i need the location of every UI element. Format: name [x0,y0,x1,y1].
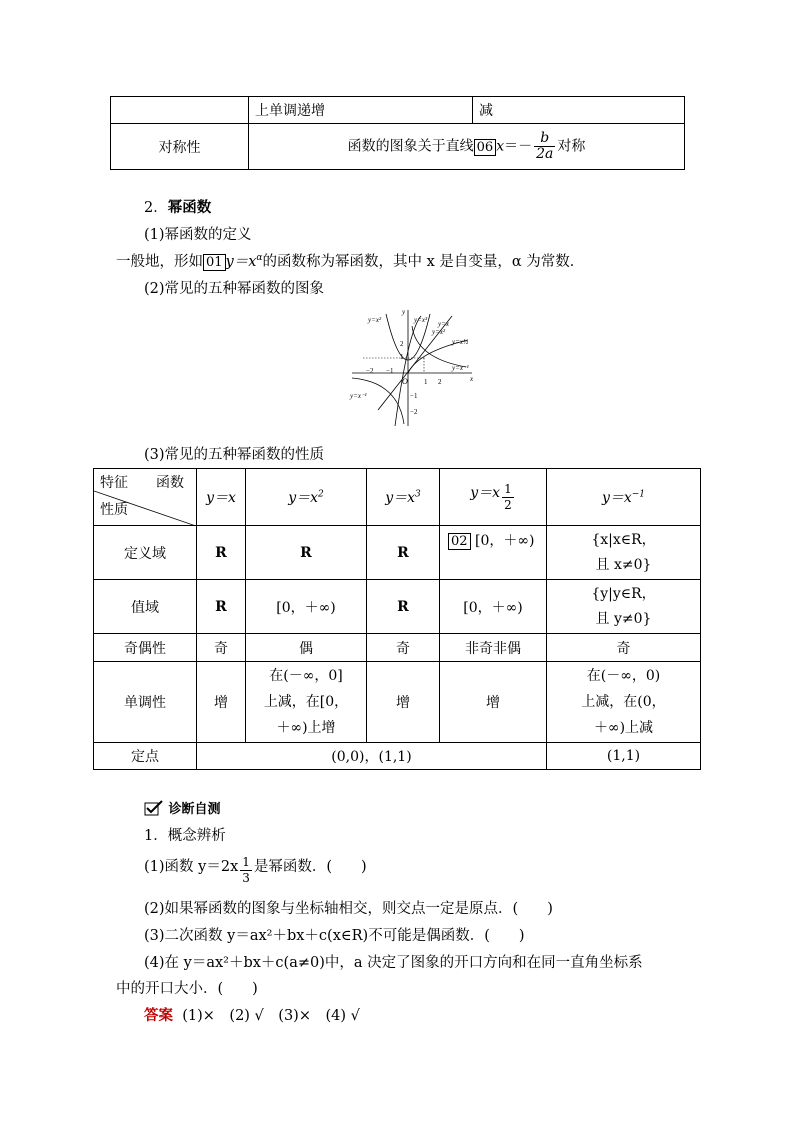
q1-text: (1)函数 y＝2x [144,859,239,875]
cell [246,662,367,743]
cell: R [367,526,440,580]
col-y-xinv [547,469,701,526]
row-label: 单调性 [94,662,197,743]
col-y-xhalf-exp [502,482,514,513]
label-y-x3: y=x³ [414,316,428,324]
answer-tag: 06 [474,139,497,156]
col-y-x2 [246,469,367,526]
cell: 增 [197,662,246,743]
def-formula-exp: α [256,253,263,264]
header-feature: 特征 [100,475,128,491]
row-label: 定义域 [94,526,197,580]
section-title: 幂函数 [167,200,212,216]
col-y-x2-base: y＝x [288,490,319,506]
header-func: 函数 [156,475,184,491]
cell [547,580,701,634]
origin-label: O [402,377,408,386]
def-paragraph [116,250,584,271]
row-label: 定点 [94,743,197,770]
col-y-xhalf [440,469,547,526]
tick-neg1: −1 [386,367,394,375]
col-y-x: y＝x [197,469,246,526]
q1-exponent [240,855,252,886]
fraction-numerator: b [534,131,555,147]
def-formula: y＝x [225,254,257,270]
question-4-line-1: (4)在 y＝ax²＋bx＋c(a≠0)中，a 决定了图象的开口方向和在同一直角坐标系 [144,955,643,971]
row-label: 奇偶性 [94,634,197,662]
top-table-cell: 上单调递增 [249,97,473,124]
def-text-after: 的函数称为幂函数，其中 x 是自变量，α 为常数． [262,254,585,270]
cell: 增 [440,662,547,743]
cell-text: [0，＋∞) [475,533,535,549]
col-y-x3 [367,469,440,526]
col-y-x3-base: y＝x [385,490,416,506]
cell: 奇 [197,634,246,662]
question-2: (2)如果幂函数的图象与坐标轴相交，则交点一定是原点．( ) [144,901,553,917]
tick-yneg1: −1 [410,392,418,400]
cell: R [197,526,246,580]
self-test-title: 诊断自测 [168,802,221,817]
axis-x-label: x [470,375,474,383]
cell: 奇 [367,634,440,662]
col-y-x2-exp: 2 [318,489,324,500]
exp-denominator: 2 [504,497,512,512]
eq-op: ＝－ [504,138,533,155]
q1-exp-numerator: 1 [242,855,250,869]
cell: 非奇非偶 [440,634,547,662]
section-heading [144,196,211,217]
cell: (1,1) [547,743,701,770]
answer-label: 答案 [144,1008,173,1024]
cell-line: 在(－∞，0] [269,668,343,684]
cell [547,662,701,743]
symmetry-label: 对称性 [111,124,249,170]
fraction [534,131,555,162]
symmetry-text: 函数的图象关于直线 [347,138,474,155]
cell-line: {x|x∈R， [591,531,656,548]
graph-title: (2)常见的五种幂函数的图象 [144,281,325,297]
cell: (0,0)，(1,1) [197,743,547,770]
q1-exp-denominator: 3 [242,871,250,885]
cell: R [197,580,246,634]
answer-tag: 02 [448,533,471,550]
top-table-cell: 减 [473,97,685,124]
top-table-cell [111,97,249,124]
answers [144,1004,360,1025]
answer-tag: 01 [203,254,226,271]
cell: [0，＋∞) [440,580,547,634]
header-diag-cell [94,469,197,526]
cell-line: 上减，在(0， [581,694,666,710]
header-prop: 性质 [100,502,128,518]
answer-text: (1)× (2) √ (3)× (4) √ [182,1008,360,1024]
cell: R [246,526,367,580]
question-1 [144,855,367,886]
col-y-xhalf-base: y＝x [470,484,501,501]
tick-1: 1 [424,378,428,386]
checklist-icon [144,799,164,817]
top-table [110,96,685,170]
def-text: 一般地，形如 [116,254,203,270]
symmetry-text-after: 对称 [557,138,586,155]
label-y-x2b: y=x² [432,328,446,336]
cell [547,526,701,580]
col-y-xinv-base: y＝x [601,490,632,506]
tick-yneg2: −2 [410,408,418,416]
tick-y2: 2 [400,340,404,348]
props-title: (3)常见的五种幂函数的性质 [144,447,325,463]
power-functions-graph [348,306,478,430]
tick-y1: 1 [400,353,404,361]
question-heading: 1．概念辨析 [144,828,226,844]
def-title: (1)幂函数的定义 [144,227,252,243]
cell: 偶 [246,634,367,662]
cell: R [367,580,440,634]
fraction-denominator: 2a [536,146,554,162]
cell-line: 且 y≠0} [595,610,652,627]
cell-line: ＋∞)上减 [593,720,654,736]
row-label: 值域 [94,580,197,634]
exp-numerator: 1 [504,481,512,496]
eq-lhs: x [496,138,505,155]
cell [440,526,547,580]
col-y-xinv-exp: −1 [631,489,646,500]
axis-y-label: y [402,308,406,316]
cell-line: ＋∞)上增 [276,720,336,736]
question-4-line-2: 中的开口大小．( ) [116,981,258,997]
self-test-heading [144,798,220,817]
label-y-x: y=x [438,320,449,328]
label-y-x2: y=x² [368,316,382,324]
cell: 奇 [547,634,701,662]
label-y-xinv2: y=x⁻¹ [350,392,367,400]
section-number: 2． [144,200,168,216]
label-y-xhalf: y=x½ [452,338,469,346]
q1-text-after: 是幂函数．( ) [253,859,367,875]
cell: [0，＋∞) [246,580,367,634]
tick-neg2: −2 [366,367,374,375]
cell: 增 [367,662,440,743]
question-3: (3)二次函数 y＝ax²＋bx＋c(x∈R)不可能是偶函数．( ) [144,928,525,944]
col-y-x3-exp: 3 [415,489,421,500]
tick-2: 2 [438,378,442,386]
label-y-xinv: y=x⁻¹ [452,364,469,372]
symmetry-cell [249,124,685,170]
cell-line: {y|y∈R， [591,585,656,602]
cell-line: 且 x≠0} [595,556,652,573]
props-table [93,468,701,770]
cell-line: 在(－∞，0) [586,668,661,684]
cell-line: 上减，在[0， [263,694,349,710]
